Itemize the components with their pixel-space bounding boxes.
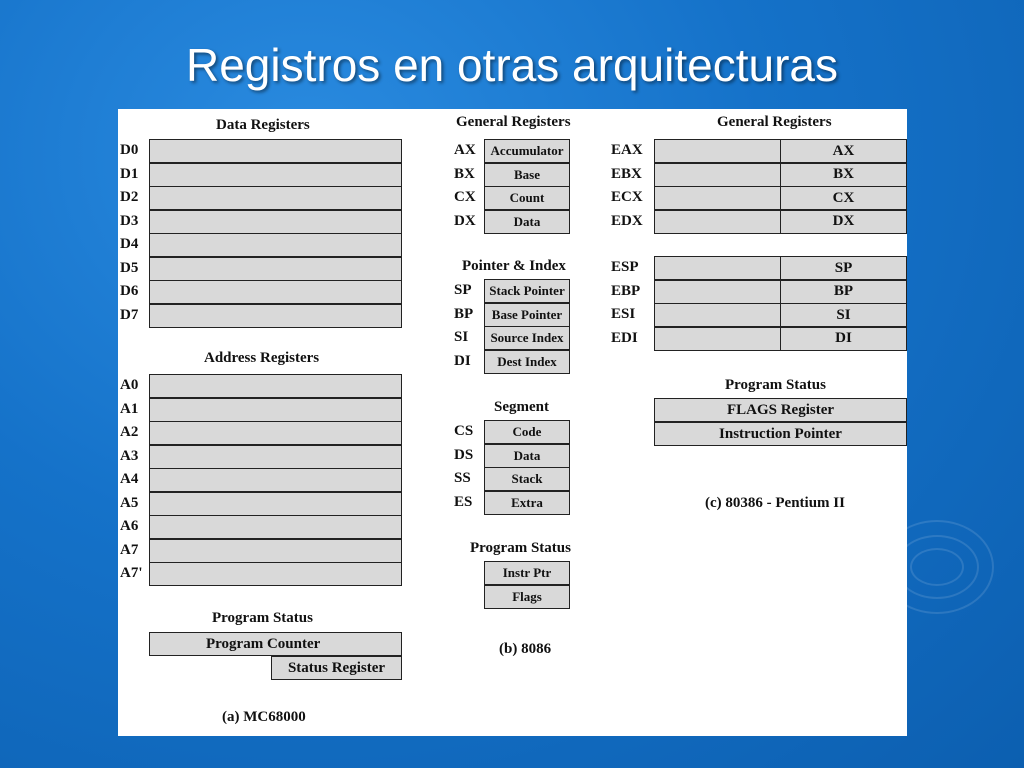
register-label: A1 xyxy=(120,400,139,417)
register-label: DX xyxy=(454,212,476,229)
register-label: EDX xyxy=(611,212,643,229)
register-box xyxy=(149,562,402,586)
register-low-half: BP xyxy=(780,280,907,304)
register-label: DS xyxy=(454,446,474,463)
register-box xyxy=(654,280,781,304)
register-box xyxy=(149,210,402,234)
register-box xyxy=(149,398,402,422)
register-low-half: BX xyxy=(780,163,907,187)
register-low-half: DI xyxy=(780,327,907,351)
register-low-half: SI xyxy=(780,303,907,327)
register-label: A3 xyxy=(120,447,139,464)
register-label: D5 xyxy=(120,259,139,276)
register-box xyxy=(149,257,402,281)
register-label: A7 xyxy=(120,541,139,558)
i8086-general-header: General Registers xyxy=(456,114,571,130)
register-box xyxy=(654,303,781,327)
register-box xyxy=(149,304,402,328)
i80386-general-header: General Registers xyxy=(717,114,832,130)
register-box: Source Index xyxy=(484,326,570,350)
register-label: ESP xyxy=(611,259,639,275)
register-label: A0 xyxy=(120,377,139,393)
i80386-caption: (c) 80386 - Pentium II xyxy=(705,495,845,511)
i8086-caption: (b) 8086 xyxy=(499,641,552,657)
register-label: A5 xyxy=(120,494,139,511)
register-box xyxy=(149,233,402,257)
register-label: A7' xyxy=(120,565,143,581)
i80386-flags-register: FLAGS Register xyxy=(654,398,907,422)
i8086-pointer-header: Pointer & Index xyxy=(462,258,566,274)
register-box xyxy=(654,327,781,351)
register-label: BP xyxy=(454,305,474,322)
register-box: Data xyxy=(484,210,570,234)
register-box xyxy=(149,492,402,516)
register-box xyxy=(654,210,781,234)
mc68000-status-register: Status Register xyxy=(271,656,402,680)
register-box xyxy=(149,374,402,398)
i8086-segment-header: Segment xyxy=(494,399,549,415)
register-box: Data xyxy=(484,444,570,468)
register-box xyxy=(654,186,781,210)
register-box xyxy=(654,256,781,280)
i80386-status-header: Program Status xyxy=(725,377,826,393)
register-label: D4 xyxy=(120,236,139,252)
mc68000-address-header: Address Registers xyxy=(204,350,320,366)
register-label: ESI xyxy=(611,306,636,322)
register-box: Extra xyxy=(484,491,570,515)
register-box xyxy=(654,139,781,163)
register-box: Base Pointer xyxy=(484,303,570,327)
register-box: Stack Pointer xyxy=(484,279,570,303)
register-label: D6 xyxy=(120,283,139,299)
register-label: SS xyxy=(454,470,471,486)
register-box xyxy=(149,539,402,563)
register-low-half: DX xyxy=(780,210,907,234)
register-box xyxy=(654,163,781,187)
register-label: D0 xyxy=(120,142,139,158)
register-low-half: AX xyxy=(780,139,907,163)
mc68000-status-header: Program Status xyxy=(212,610,313,626)
register-label: A4 xyxy=(120,471,139,487)
register-label: EAX xyxy=(611,142,643,158)
register-box: Dest Index xyxy=(484,350,570,374)
slide-title: Registros en otras arquitecturas xyxy=(186,39,838,91)
register-diagram xyxy=(118,109,907,736)
register-box xyxy=(149,515,402,539)
i80386-instruction-pointer: Instruction Pointer xyxy=(654,422,907,446)
register-label: CX xyxy=(454,189,476,205)
mc68000-data-header: Data Registers xyxy=(216,117,310,133)
register-box xyxy=(149,280,402,304)
register-box xyxy=(149,186,402,210)
register-box: Instr Ptr xyxy=(484,561,570,585)
register-label: AX xyxy=(454,142,476,158)
i8086-status-header: Program Status xyxy=(470,540,571,556)
register-box: Count xyxy=(484,186,570,210)
register-box: Base xyxy=(484,163,570,187)
register-box xyxy=(149,468,402,492)
register-label: EBP xyxy=(611,282,641,299)
register-label: A2 xyxy=(120,424,139,440)
register-label: ECX xyxy=(611,189,643,205)
register-label: D7 xyxy=(120,306,139,323)
register-label: CS xyxy=(454,423,474,439)
register-label: SP xyxy=(454,282,472,298)
register-label: A6 xyxy=(120,518,139,534)
register-label: BX xyxy=(454,165,475,182)
register-box: Stack xyxy=(484,467,570,491)
register-label: EBX xyxy=(611,165,642,182)
mc68000-caption: (a) MC68000 xyxy=(222,709,306,725)
register-box xyxy=(149,163,402,187)
mc68000-program-counter: Program Counter xyxy=(149,632,402,656)
register-box xyxy=(149,445,402,469)
register-label: D1 xyxy=(120,165,139,182)
register-low-half: SP xyxy=(780,256,907,280)
register-box: Accumulator xyxy=(484,139,570,163)
register-label: EDI xyxy=(611,329,638,346)
register-box xyxy=(149,139,402,163)
register-box xyxy=(149,421,402,445)
register-low-half: CX xyxy=(780,186,907,210)
register-label: SI xyxy=(454,329,469,345)
register-label: D2 xyxy=(120,189,139,205)
register-box: Code xyxy=(484,420,570,444)
register-label: DI xyxy=(454,352,471,369)
register-box: Flags xyxy=(484,585,570,609)
decorative-ripple xyxy=(910,548,964,586)
register-label: D3 xyxy=(120,212,139,229)
register-label: ES xyxy=(454,493,473,510)
